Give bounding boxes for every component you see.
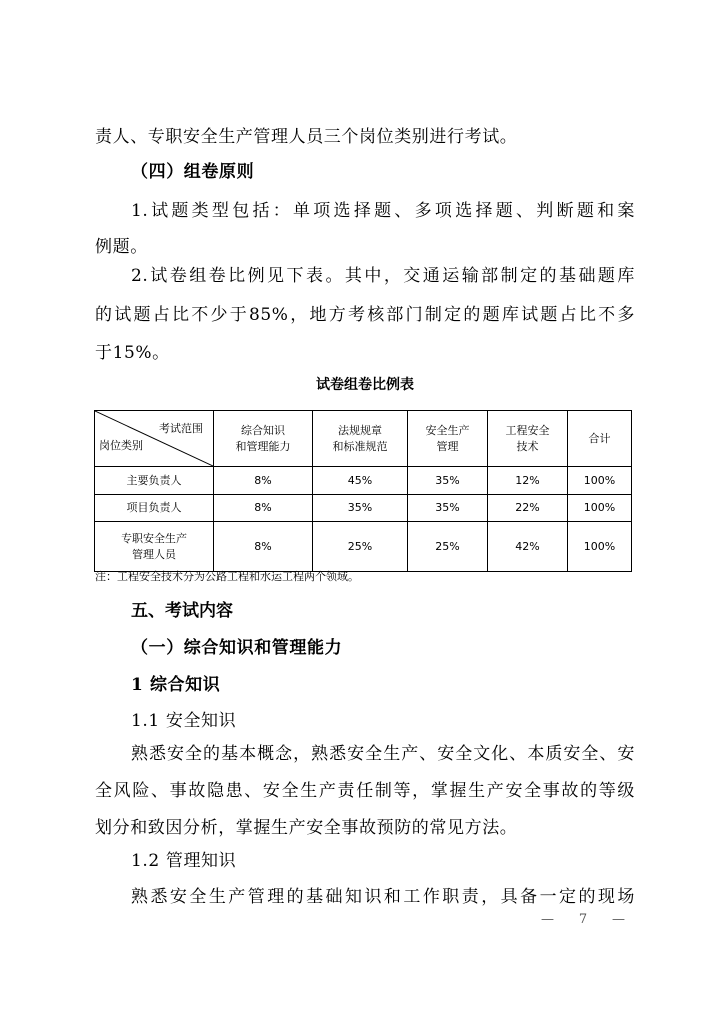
table-cell: 8% — [214, 467, 313, 495]
table-cell: 35% — [408, 495, 488, 522]
paragraph-line: 的试题占比不少于85%，地方考核部门制定的题库试题占比不多 — [95, 305, 635, 325]
column-header: 合计 — [568, 411, 632, 467]
paragraph-line: 2.试卷组卷比例见下表。其中，交通运输部制定的基础题库 — [131, 266, 635, 286]
table-cell: 35% — [408, 467, 488, 495]
table-cell: 45% — [313, 467, 408, 495]
table-corner-cell — [95, 411, 214, 467]
table-cell: 35% — [313, 495, 408, 522]
column-header: 工程安全 技术 — [488, 411, 568, 467]
paragraph-line: 1.试题类型包括：单项选择题、多项选择题、判断题和案 — [131, 201, 635, 221]
column-header: 安全生产 管理 — [408, 411, 488, 467]
footer-dash-right: — — [612, 912, 625, 927]
table-cell: 42% — [488, 522, 568, 572]
corner-row-label: 岗位类别 — [99, 439, 143, 452]
paragraph-line: 例题。 — [95, 237, 148, 257]
section-heading-5: 五、考试内容 — [131, 601, 233, 621]
table-cell: 100% — [568, 522, 632, 572]
section-heading-4: （四）组卷原则 — [131, 162, 255, 182]
footer-dash-left: — — [541, 912, 554, 927]
table-cell: 25% — [408, 522, 488, 572]
column-header: 综合知识 和管理能力 — [214, 411, 313, 467]
table-cell: 12% — [488, 467, 568, 495]
page-number-footer — [541, 912, 625, 928]
table-cell: 22% — [488, 495, 568, 522]
item-heading: 1 综合知识 — [131, 675, 221, 695]
row-label: 专职安全生产 管理人员 — [95, 522, 214, 572]
table-note: 注：工程安全技术分为公路工程和水运工程两个领域。 — [95, 570, 359, 583]
table-cell: 25% — [313, 522, 408, 572]
row-label: 项目负责人 — [95, 495, 214, 522]
item-heading: 1.1 安全知识 — [131, 711, 237, 731]
table-row — [95, 467, 632, 495]
table-cell: 100% — [568, 495, 632, 522]
table-cell: 8% — [214, 522, 313, 572]
row-label: 主要负责人 — [95, 467, 214, 495]
column-header: 法规规章 和标准规范 — [313, 411, 408, 467]
table-cell: 8% — [214, 495, 313, 522]
page-number: 7 — [578, 912, 588, 927]
ratio-table — [94, 410, 632, 572]
subsection-heading: （一）综合知识和管理能力 — [131, 638, 343, 658]
corner-column-label: 考试范围 — [159, 422, 203, 435]
table-caption: 试卷组卷比例表 — [316, 377, 414, 393]
item-heading: 1.2 管理知识 — [131, 851, 237, 871]
paragraph-line: 责人、专职安全生产管理人员三个岗位类别进行考试。 — [95, 127, 518, 147]
paragraph-line: 划分和致因分析，掌握生产安全事故预防的常见方法。 — [95, 818, 518, 838]
paragraph-line: 全风险、事故隐患、安全生产责任制等，掌握生产安全事故的等级 — [95, 781, 635, 801]
table-cell: 100% — [568, 467, 632, 495]
table-header-row — [95, 411, 632, 467]
paragraph-line: 熟悉安全的基本概念，熟悉安全生产、安全文化、本质安全、安 — [131, 744, 635, 764]
table-row — [95, 522, 632, 572]
table-row — [95, 495, 632, 522]
paragraph-line: 于15%。 — [95, 343, 170, 363]
paragraph-line: 熟悉安全生产管理的基础知识和工作职责，具备一定的现场 — [131, 887, 635, 907]
